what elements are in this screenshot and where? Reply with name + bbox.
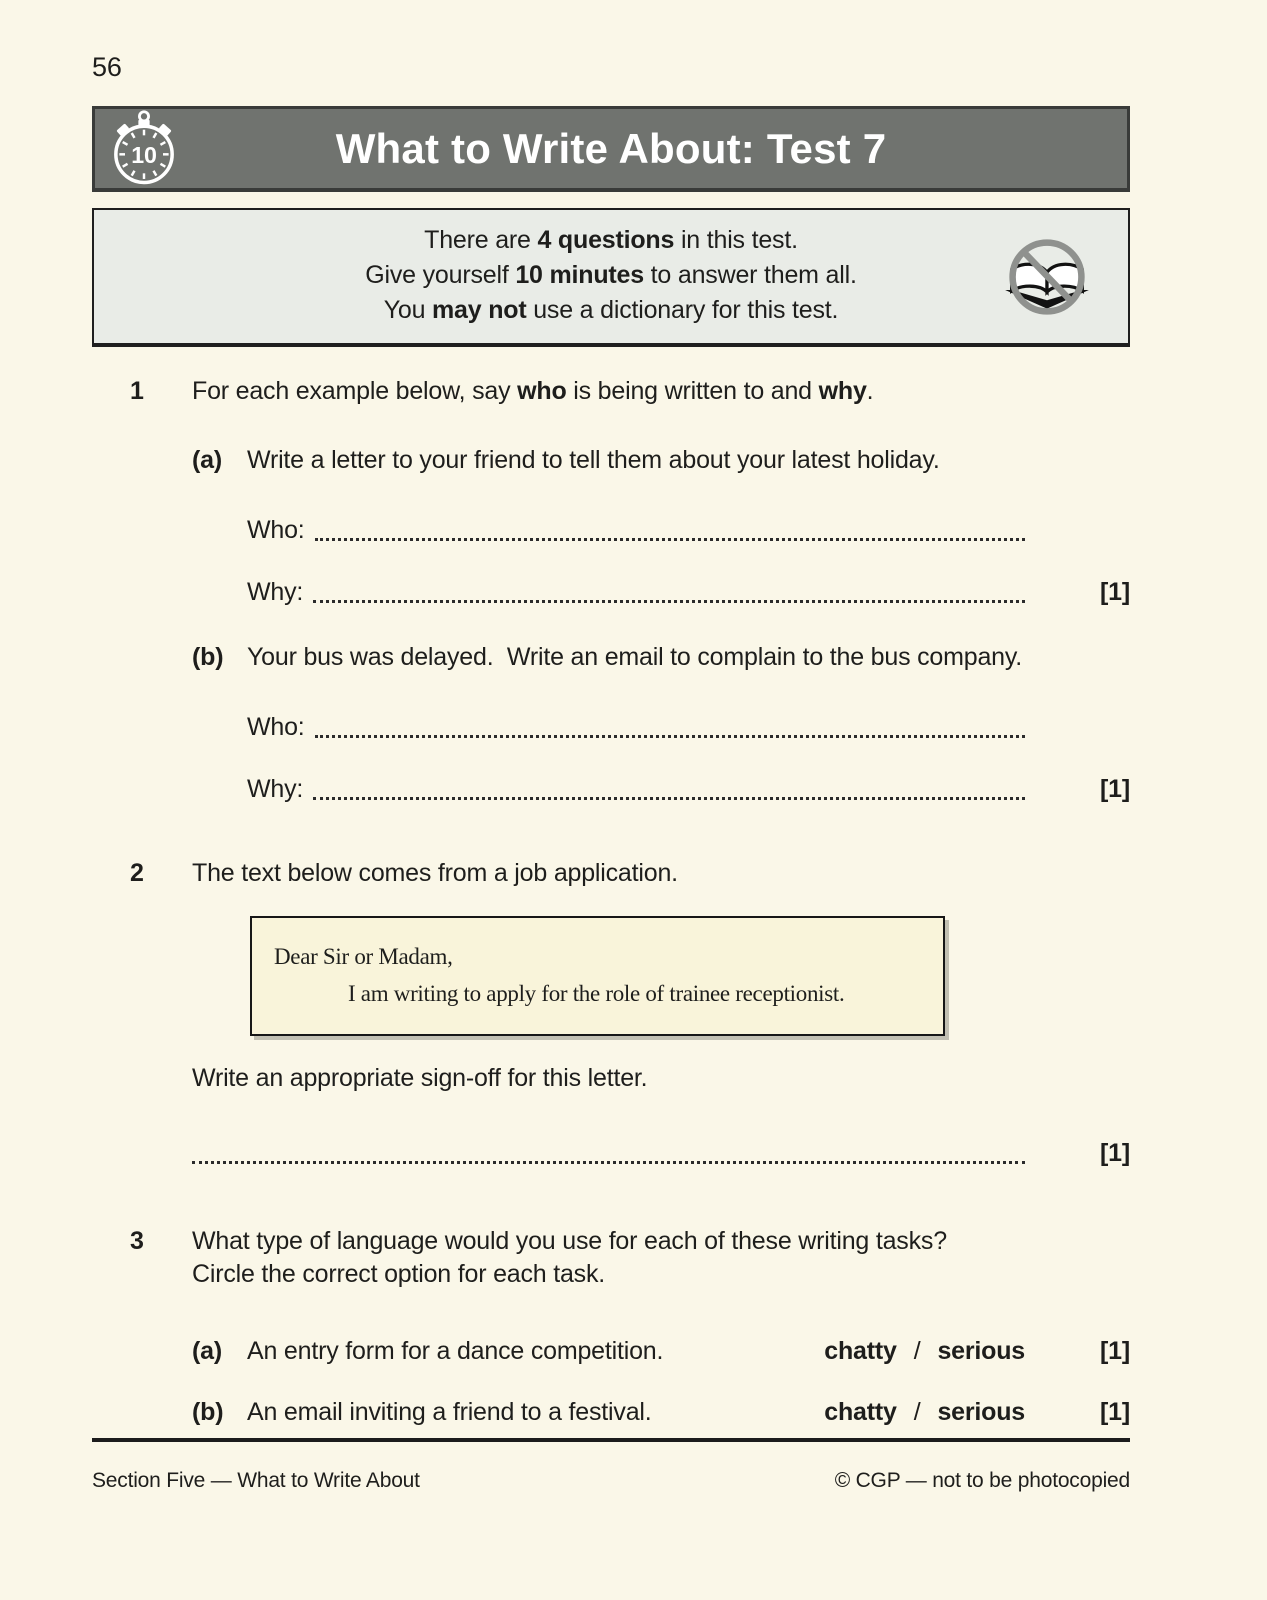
- why-label: Why:: [247, 578, 304, 606]
- instructions-line-2: Give yourself 10 minutes to answer them all.: [365, 261, 857, 289]
- question-1: [92, 375, 1130, 408]
- question-3-text: What type of language would you use for each of these writing tasks? Circle the correct option for each task.: [192, 1227, 947, 1288]
- test-title-bar: [92, 106, 1130, 192]
- question-3a-label: (a): [192, 1337, 222, 1365]
- choice-separator: /: [913, 1337, 921, 1365]
- question-1b-label: (b): [192, 643, 224, 671]
- question-1a-why-row: [247, 576, 1130, 608]
- question-1-text: For each example below, say who is being written to and why.: [192, 377, 874, 405]
- question-3a-text: An entry form for a dance competition.: [247, 1337, 664, 1365]
- choice-chatty: chatty: [824, 1398, 897, 1426]
- answer-line: [313, 797, 1025, 800]
- choice-chatty: chatty: [824, 1337, 897, 1365]
- question-2: [92, 857, 1130, 890]
- question-1a: [192, 444, 1130, 477]
- question-2-text: The text below comes from a job application.: [192, 859, 678, 887]
- choice-serious: serious: [937, 1398, 1025, 1426]
- mark-badge: [1]: [1100, 775, 1130, 803]
- stopwatch-timer-icon: [104, 110, 184, 186]
- question-3b-row: [192, 1398, 1130, 1427]
- question-1a-who-row: [247, 514, 1130, 546]
- page-number: 56: [92, 52, 122, 82]
- timer-minutes-label: 10: [131, 141, 157, 168]
- footer-section-title: Section Five — What to Write About: [92, 1469, 420, 1492]
- answer-line: [315, 538, 1025, 541]
- answer-line: [313, 600, 1025, 603]
- choice-serious: serious: [937, 1337, 1025, 1365]
- question-1a-text: Write a letter to your friend to tell them about your latest holiday.: [247, 446, 940, 474]
- job-application-excerpt-box: [250, 916, 945, 1036]
- question-2-prompt-row: [92, 1062, 1130, 1095]
- mark-badge: [1]: [1100, 578, 1130, 606]
- mark-badge: [1]: [1100, 1139, 1130, 1167]
- question-3a-row: [192, 1337, 1130, 1366]
- choice-separator: /: [913, 1398, 921, 1426]
- question-3b-choices: [824, 1398, 1025, 1427]
- why-label: Why:: [247, 775, 304, 803]
- question-3a-choices: [824, 1337, 1025, 1366]
- answer-line: [315, 735, 1025, 738]
- question-1b: [192, 641, 1130, 674]
- who-label: Who:: [247, 516, 305, 544]
- quote-line-1: Dear Sir or Madam,: [274, 944, 453, 969]
- instructions-line-3: You may not use a dictionary for this test.: [383, 296, 839, 324]
- question-1b-why-row: [247, 773, 1130, 805]
- answer-line: [192, 1161, 1025, 1164]
- mark-badge: [1]: [1100, 1398, 1130, 1426]
- footer-copyright: © CGP — not to be photocopied: [834, 1469, 1130, 1492]
- question-2-prompt: Write an appropriate sign-off for this letter.: [192, 1064, 648, 1092]
- question-3: [92, 1225, 1130, 1291]
- question-1b-who-row: [247, 711, 1130, 743]
- question-3-number: 3: [130, 1227, 144, 1255]
- question-1a-label: (a): [192, 446, 222, 474]
- instructions-line-1: There are 4 questions in this test.: [424, 226, 798, 254]
- no-dictionary-icon: [1000, 237, 1094, 317]
- question-2-answer-row: [192, 1137, 1130, 1169]
- test-instructions-box: [92, 208, 1130, 347]
- who-label: Who:: [247, 713, 305, 741]
- question-3b-text: An email inviting a friend to a festival.: [247, 1398, 652, 1426]
- question-1b-text: Your bus was delayed. Write an email to complain to the bus company.: [247, 643, 1023, 671]
- question-2-number: 2: [130, 859, 144, 887]
- question-3b-label: (b): [192, 1398, 224, 1426]
- quote-line-2: I am writing to apply for the role of trainee receptionist.: [348, 981, 845, 1006]
- mark-badge: [1]: [1100, 1337, 1130, 1365]
- page-title: What to Write About: Test 7: [335, 124, 887, 172]
- question-1-number: 1: [130, 377, 144, 405]
- page-footer: [92, 1438, 1130, 1493]
